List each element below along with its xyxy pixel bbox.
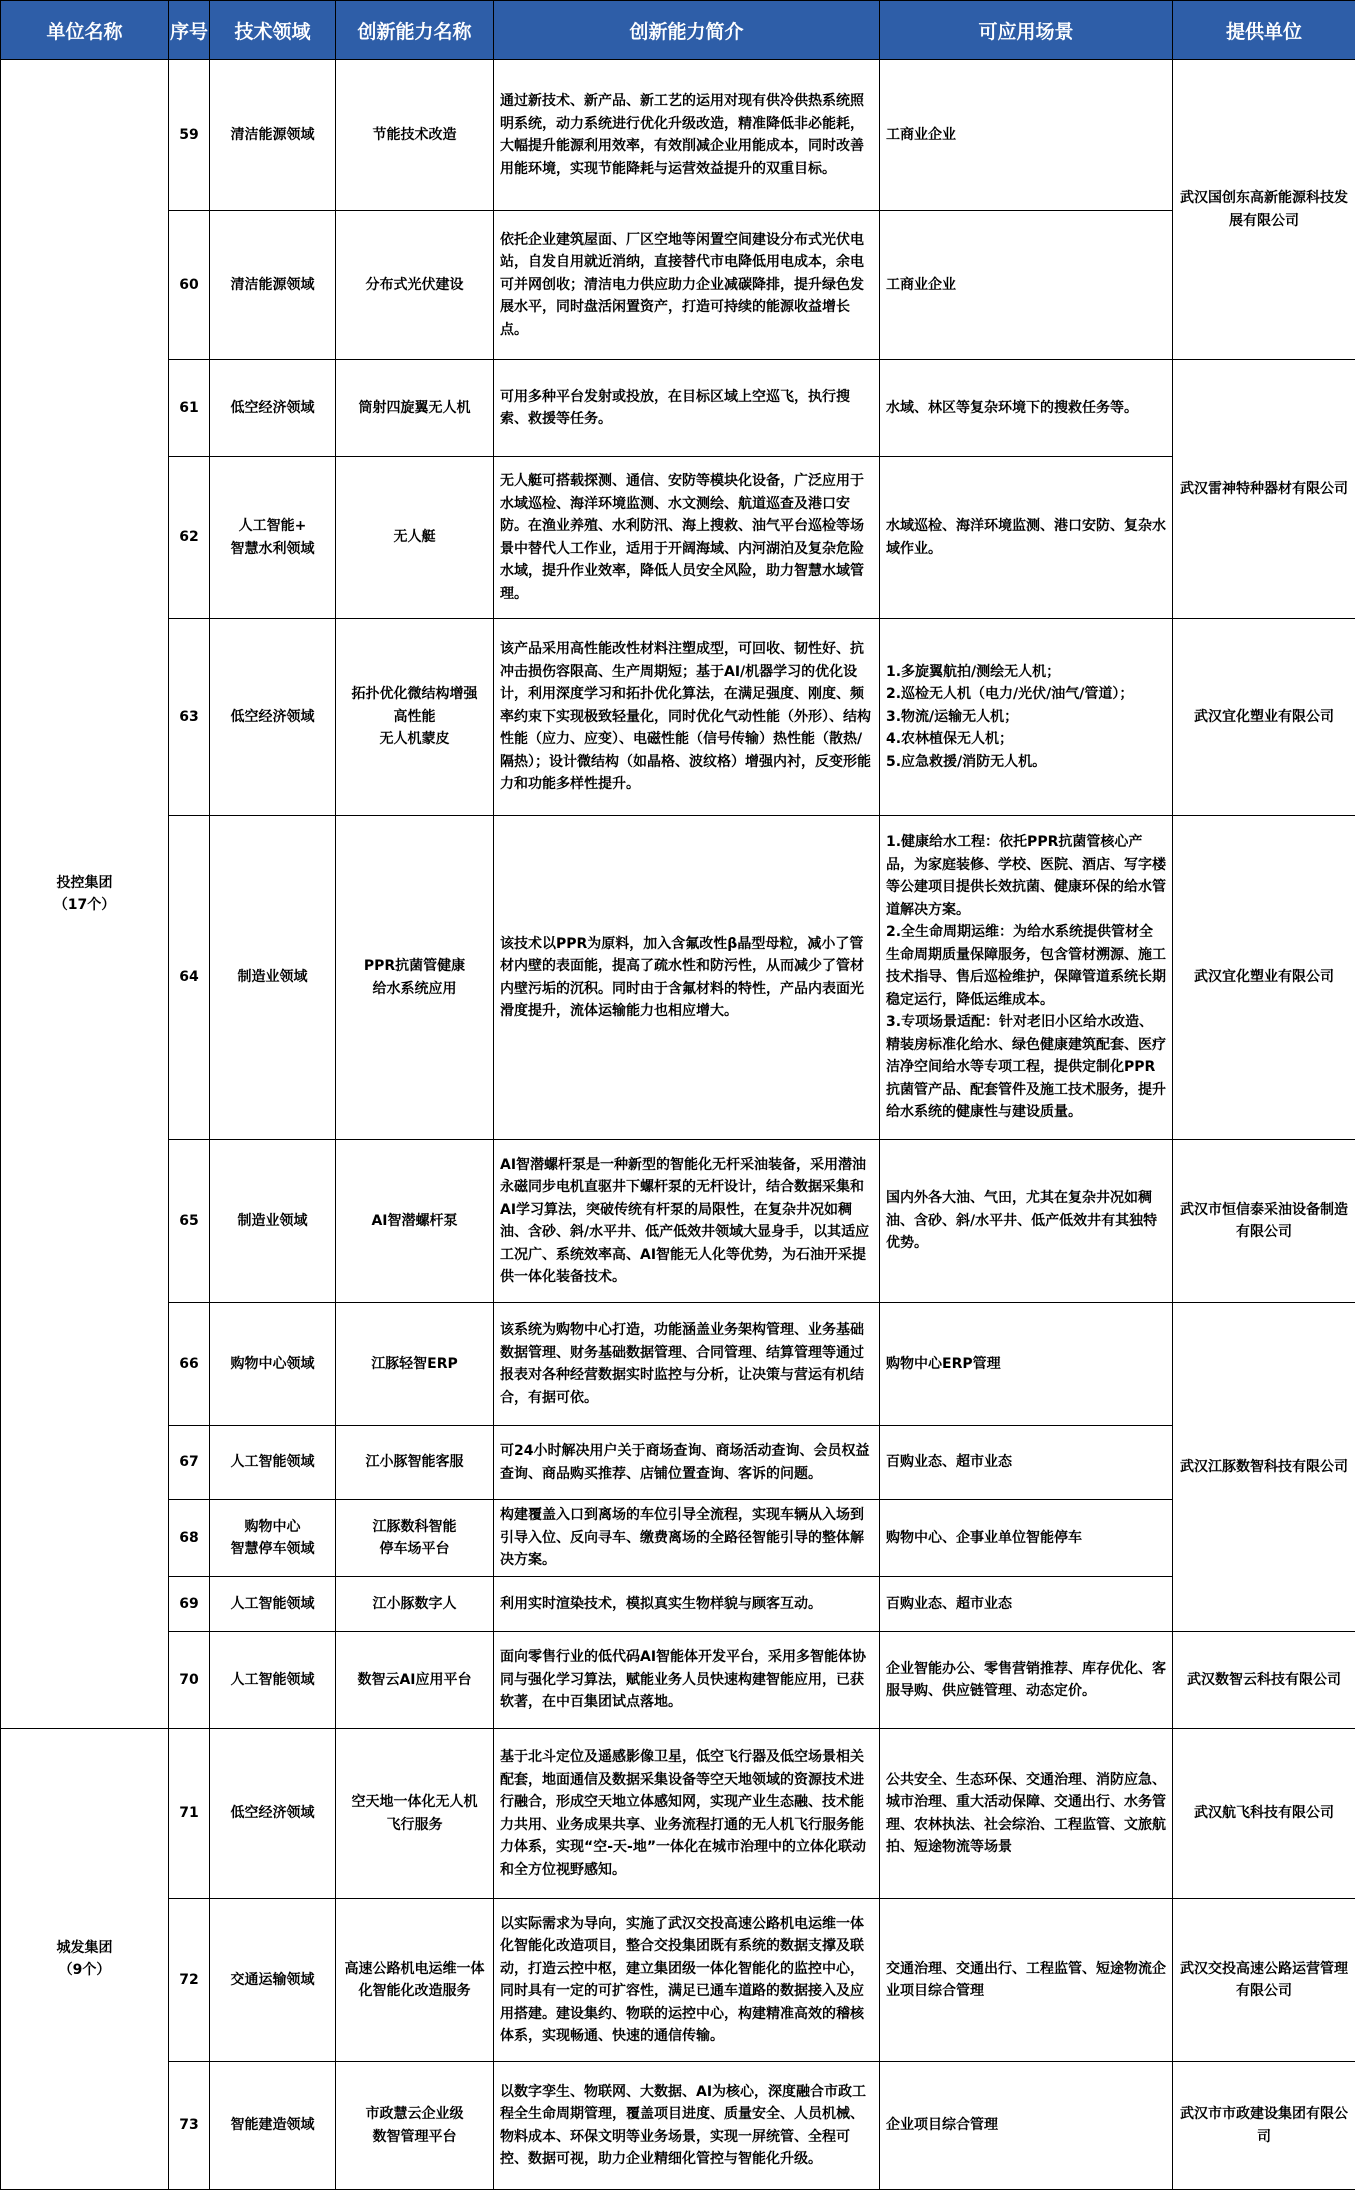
row-index: 68 — [169, 1500, 210, 1577]
row-intro: 基于北斗定位及遥感影像卫星，低空飞行器及低空场景相关配套，地面通信及数据采集设备等空天地领域的资源技术进行融合，形成空天地立体感知网，实现产业生态融、技术能力共用、业务成果共享、业务流程打通的无人机飞行服务能力体系，实现“空-天-地”一体化在城市治理中的立体化联动和全方位视野感知。 — [494, 1729, 880, 1899]
row-field: 低空经济领域 — [210, 360, 336, 457]
row-index: 72 — [169, 1899, 210, 2062]
unit-group-count: （9个） — [58, 1962, 111, 1978]
row-field: 清洁能源领域 — [210, 211, 336, 360]
row-name: 市政慧云企业级 数智管理平台 — [336, 2062, 494, 2190]
row-name: AI智潜螺杆泵 — [336, 1140, 494, 1303]
row-name: 高速公路机电运维一体 化智能化改造服务 — [336, 1899, 494, 2062]
table-row — [1, 1729, 1355, 1899]
row-field: 低空经济领域 — [210, 1729, 336, 1899]
unit-group-cell — [1, 60, 169, 1729]
table-row — [1, 457, 1355, 619]
row-index: 64 — [169, 816, 210, 1140]
provider-cell: 武汉航飞科技有限公司 — [1173, 1729, 1355, 1899]
table-row — [1, 360, 1355, 457]
row-scene: 企业智能办公、零售营销推荐、库存优化、客服导购、供应链管理、动态定价。 — [880, 1632, 1173, 1729]
row-intro: 可用多种平台发射或投放，在目标区域上空巡飞，执行搜索、救援等任务。 — [494, 360, 880, 457]
unit-group-name: 投控集团 — [56, 874, 113, 891]
row-scene: 购物中心、企事业单位智能停车 — [880, 1500, 1173, 1577]
row-intro: 无人艇可搭载探测、通信、安防等模块化设备，广泛应用于水域巡检、海洋环境监测、水文测绘、航道巡查及港口安防。在渔业养殖、水利防汛、海上搜救、油气平台巡检等场景中替代人工作业，适用于开阔海域、内河湖泊及复杂危险水域，提升作业效率，降低人员安全风险，助力智慧水域管理。 — [494, 457, 880, 619]
row-field: 人工智能领域 — [210, 1577, 336, 1632]
row-index: 71 — [169, 1729, 210, 1899]
table-row — [1, 1140, 1355, 1303]
row-scene: 国内外各大油、气田，尤其在复杂井况如稠油、含砂、斜/水平井、低产低效井有其独特优势。 — [880, 1140, 1173, 1303]
row-name: 江豚轻智ERP — [336, 1303, 494, 1426]
row-name: 空天地一体化无人机 飞行服务 — [336, 1729, 494, 1899]
row-scene: 水域、林区等复杂环境下的搜救任务等。 — [880, 360, 1173, 457]
row-scene: 1.健康给水工程：依托PPR抗菌管核心产品，为家庭装修、学校、医院、酒店、写字楼等公建项目提供长效抗菌、健康环保的给水管道解决方案。 2.全生命周期运维：为给水系统提供管材全生命周期质量保障服务，包含管材溯源、施工技术指导、售后巡检维护，保障管道系统长期稳定运行，降低运维成本。 3.专项场景适配：针对老旧小区给水改造、精装房标准化给水、绿色健康建筑配套、医疗洁净空间给水等专项工程，提供定制化PPR抗菌管产品、配套管件及施工技术服务，提升给水系统的健康性与建设质量。 — [880, 816, 1173, 1140]
row-name: 节能技术改造 — [336, 60, 494, 211]
row-field: 智能建造领域 — [210, 2062, 336, 2190]
row-name: 江豚数科智能 停车场平台 — [336, 1500, 494, 1577]
row-name: 江小豚智能客服 — [336, 1426, 494, 1500]
row-scene: 购物中心ERP管理 — [880, 1303, 1173, 1426]
row-scene: 百购业态、超市业态 — [880, 1577, 1173, 1632]
table-row — [1, 1303, 1355, 1426]
row-field: 人工智能领域 — [210, 1426, 336, 1500]
row-index: 65 — [169, 1140, 210, 1303]
row-scene: 工商业企业 — [880, 60, 1173, 211]
header-tech-field: 技术领域 — [210, 1, 336, 60]
row-name: 无人艇 — [336, 457, 494, 619]
row-field: 人工智能领域 — [210, 1632, 336, 1729]
row-intro: AI智潜螺杆泵是一种新型的智能化无杆采油装备，采用潜油永磁同步电机直驱井下螺杆泵的无杆设计，结合数据采集和AI学习算法，突破传统有杆泵的局限性，在复杂井况如稠油、含砂、斜/水平井、低产低效井领域大显身手，以其适应工况广、系统效率高、AI智能无人化等优势，为石油开采提供一体化装备技术。 — [494, 1140, 880, 1303]
row-scene: 百购业态、超市业态 — [880, 1426, 1173, 1500]
row-index: 69 — [169, 1577, 210, 1632]
row-intro: 通过新技术、新产品、新工艺的运用对现有供冷供热系统照明系统，动力系统进行优化升级改造，精准降低非必能耗，大幅提升能源利用效率，有效削减企业用能成本，同时改善用能环境，实现节能降耗与运营效益提升的双重目标。 — [494, 60, 880, 211]
provider-cell: 武汉交投高速公路运营管理有限公司 — [1173, 1899, 1355, 2062]
unit-group-count: （17个） — [53, 897, 116, 913]
table-row — [1, 1632, 1355, 1729]
row-index: 67 — [169, 1426, 210, 1500]
provider-cell: 武汉雷神特种器材有限公司 — [1173, 360, 1355, 619]
row-name: 筒射四旋翼无人机 — [336, 360, 494, 457]
row-intro: 利用实时渲染技术，模拟真实生物样貌与顾客互动。 — [494, 1577, 880, 1632]
table-row — [1, 2062, 1355, 2190]
row-intro: 依托企业建筑屋面、厂区空地等闲置空间建设分布式光伏电站，自发自用就近消纳，直接替代市电降低用电成本，余电可并网创收；清洁电力供应助力企业减碳降排，提升绿色发展水平，同时盘活闲置资产，打造可持续的能源收益增长点。 — [494, 211, 880, 360]
provider-cell: 武汉宜化塑业有限公司 — [1173, 619, 1355, 816]
header-provider: 提供单位 — [1173, 1, 1355, 60]
row-name: 数智云AI应用平台 — [336, 1632, 494, 1729]
row-index: 60 — [169, 211, 210, 360]
row-index: 62 — [169, 457, 210, 619]
row-index: 70 — [169, 1632, 210, 1729]
header-unit-name: 单位名称 — [1, 1, 169, 60]
row-field: 购物中心领域 — [210, 1303, 336, 1426]
table-row — [1, 816, 1355, 1140]
row-name: PPR抗菌管健康 给水系统应用 — [336, 816, 494, 1140]
header-index: 序号 — [169, 1, 210, 60]
row-index: 63 — [169, 619, 210, 816]
row-scene: 1.多旋翼航拍/测绘无人机； 2.巡检无人机（电力/光伏/油气/管道）； 3.物流/运输无人机； 4.农林植保无人机； 5.应急救援/消防无人机。 — [880, 619, 1173, 816]
provider-cell: 武汉市恒信泰采油设备制造有限公司 — [1173, 1140, 1355, 1303]
row-scene: 企业项目综合管理 — [880, 2062, 1173, 2190]
row-intro: 构建覆盖入口到离场的车位引导全流程，实现车辆从入场到引导入位、反向寻车、缴费离场的全路径智能引导的整体解决方案。 — [494, 1500, 880, 1577]
row-field: 购物中心 智慧停车领域 — [210, 1500, 336, 1577]
row-intro: 该技术以PPR为原料，加入含氟改性β晶型母粒，减小了管材内壁的表面能，提高了疏水性和防污性，从而减少了管材内壁污垢的沉积。同时由于含氟材料的特性，产品内表面光滑度提升，流体运输能力也相应增大。 — [494, 816, 880, 1140]
row-scene: 交通治理、交通出行、工程监管、短途物流企业项目综合管理 — [880, 1899, 1173, 2062]
row-index: 66 — [169, 1303, 210, 1426]
table-row — [1, 1500, 1355, 1577]
row-field: 低空经济领域 — [210, 619, 336, 816]
table-row — [1, 619, 1355, 816]
row-index: 61 — [169, 360, 210, 457]
provider-cell: 武汉江豚数智科技有限公司 — [1173, 1303, 1355, 1632]
row-intro: 面向零售行业的低代码AI智能体开发平台，采用多智能体协同与强化学习算法，赋能业务人员快速构建智能应用，已获软著，在中百集团试点落地。 — [494, 1632, 880, 1729]
row-scene: 水域巡检、海洋环境监测、港口安防、复杂水域作业。 — [880, 457, 1173, 619]
row-intro: 以数字孪生、物联网、大数据、AI为核心，深度融合市政工程全生命周期管理，覆盖项目进度、质量安全、人员机械、物料成本、环保文明等业务场景，实现一屏统管、全程可控、数据可视，助力企业精细化管控与智能化升级。 — [494, 2062, 880, 2190]
row-index: 59 — [169, 60, 210, 211]
row-field: 清洁能源领域 — [210, 60, 336, 211]
row-field: 交通运输领域 — [210, 1899, 336, 2062]
header-capability-intro: 创新能力简介 — [494, 1, 880, 60]
table-header-row — [1, 1, 1355, 60]
row-scene: 公共安全、生态环保、交通治理、消防应急、城市治理、重大活动保障、交通出行、水务管理、农林执法、社会综治、工程监管、文旅航拍、短途物流等场景 — [880, 1729, 1173, 1899]
provider-cell: 武汉市市政建设集团有限公司 — [1173, 2062, 1355, 2190]
header-scene: 可应用场景 — [880, 1, 1173, 60]
table-row — [1, 211, 1355, 360]
header-capability-name: 创新能力名称 — [336, 1, 494, 60]
row-intro: 可24小时解决用户关于商场查询、商场活动查询、会员权益查询、商品购买推荐、店铺位置查询、客诉的问题。 — [494, 1426, 880, 1500]
provider-cell: 武汉国创东高新能源科技发展有限公司 — [1173, 60, 1355, 360]
provider-cell: 武汉宜化塑业有限公司 — [1173, 816, 1355, 1140]
table-row — [1, 1426, 1355, 1500]
table-row — [1, 1899, 1355, 2062]
unit-group-cell — [1, 1729, 169, 2190]
table-row — [1, 60, 1355, 211]
row-name: 分布式光伏建设 — [336, 211, 494, 360]
provider-cell: 武汉数智云科技有限公司 — [1173, 1632, 1355, 1729]
row-intro: 该产品采用高性能改性材料注塑成型，可回收、韧性好、抗冲击损伤容限高、生产周期短；基于AI/机器学习的优化设计，利用深度学习和拓扑优化算法，在满足强度、刚度、频率约束下实现极致轻量化，同时优化气动性能（外形）、结构性能（应力、应变）、电磁性能（信号传输）热性能（散热/隔热）；设计微结构（如晶格、波纹格）增强内衬，反变形能力和功能多样性提升。 — [494, 619, 880, 816]
row-intro: 该系统为购物中心打造，功能涵盖业务架构管理、业务基础数据管理、财务基础数据管理、合同管理、结算管理等通过报表对各种经营数据实时监控与分析，让决策与营运有机结合，有据可依。 — [494, 1303, 880, 1426]
row-field: 制造业领域 — [210, 816, 336, 1140]
unit-group-name: 城发集团 — [56, 1939, 113, 1956]
row-field: 人工智能+ 智慧水利领域 — [210, 457, 336, 619]
row-intro: 以实际需求为导向，实施了武汉交投高速公路机电运维一体化智能化改造项目，整合交投集团既有系统的数据支撑及联动，打造云控中枢，建立集团级一体化智能化的监控中心，同时具有一定的可扩容性，满足已通车道路的数据接入及应用搭建。建设集约、物联的运控中心，构建精准高效的稽核体系，实现畅通、快速的通信传输。 — [494, 1899, 880, 2062]
row-name: 江小豚数字人 — [336, 1577, 494, 1632]
table-row — [1, 1577, 1355, 1632]
row-name: 拓扑优化微结构增强 高性能 无人机蒙皮 — [336, 619, 494, 816]
row-index: 73 — [169, 2062, 210, 2190]
row-field: 制造业领域 — [210, 1140, 336, 1303]
row-scene: 工商业企业 — [880, 211, 1173, 360]
